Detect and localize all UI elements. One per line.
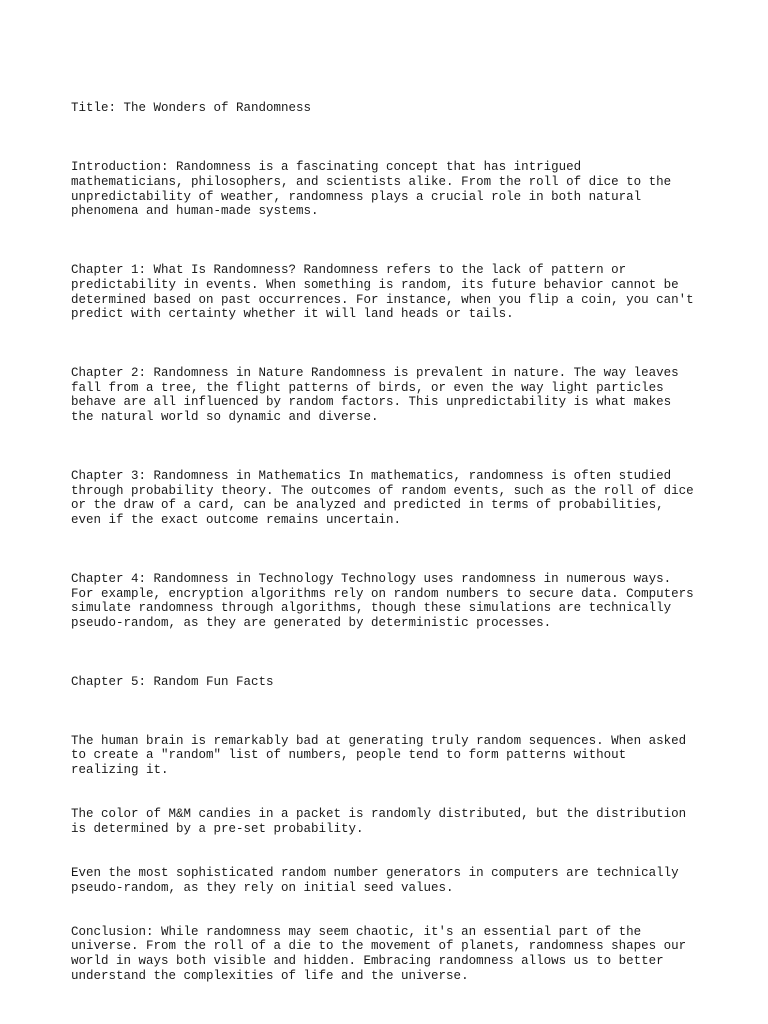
chapter-1-paragraph: Chapter 1: What Is Randomness? Randomness refers to the lack of pattern or predictability in events. When something is random, its future behavior cannot be determined based on past occurrences. For instance, when you flip a coin, you can't predict with certainty whether it will land heads or tails. — [71, 263, 694, 322]
chapter-2-paragraph: Chapter 2: Randomness in Nature Randomness is prevalent in nature. The way leaves fall from a tree, the flight patterns of birds, or even the way light particles behave are all influenced by random factors. This unpredictability is what makes the natural world so dynamic and diverse. — [71, 366, 679, 425]
document-title: Title: The Wonders of Randomness — [71, 101, 312, 116]
fun-fact-1: The human brain is remarkably bad at generating truly random sequences. When asked to create a "random" list of numbers, people tend to form patterns without realizing it. — [71, 733, 687, 777]
fun-fact-2: The color of M&M candies in a packet is randomly distributed, but the distribution is determined by a pre-set probability. — [71, 807, 687, 836]
fun-fact-3: Even the most sophisticated random number generators in computers are technically pseudo-random, as they rely on initial seed values. — [71, 865, 679, 895]
chapter-4-paragraph: Chapter 4: Randomness in Technology Technology uses randomness in numerous ways. For example, encryption algorithms rely on random numbers to secure data. Computers simulate randomness through algorithms, though these simulations are technically pseudo-random, as they are generated by deterministic processes. — [71, 571, 694, 630]
chapter-3-paragraph: Chapter 3: Randomness in Mathematics In mathematics, randomness is often studied through probability theory. The outcomes of random events, such as the roll of dice or the draw of a card, can be analyzed and predicted in terms of probabilities, even if the exact outcome remains uncertain. — [71, 468, 694, 528]
conclusion-paragraph: Conclusion: While randomness may seem chaotic, it's an essential part of the universe. From the roll of a die to the movement of planets, randomness shapes our world in ways both visible and hidden. Embracing randomness allows us to better understand the complexities of life and the universe. — [71, 924, 687, 983]
document-page — [71, 72, 711, 998]
introduction-paragraph: Introduction: Randomness is a fascinating concept that has intrigued mathematicians, philosophers, and scientists alike. From the roll of dice to the unpredictability of weather, randomness plays a crucial role in both natural phenomena and human-made systems. — [71, 160, 672, 219]
chapter-5-heading: Chapter 5: Random Fun Facts — [71, 674, 274, 689]
